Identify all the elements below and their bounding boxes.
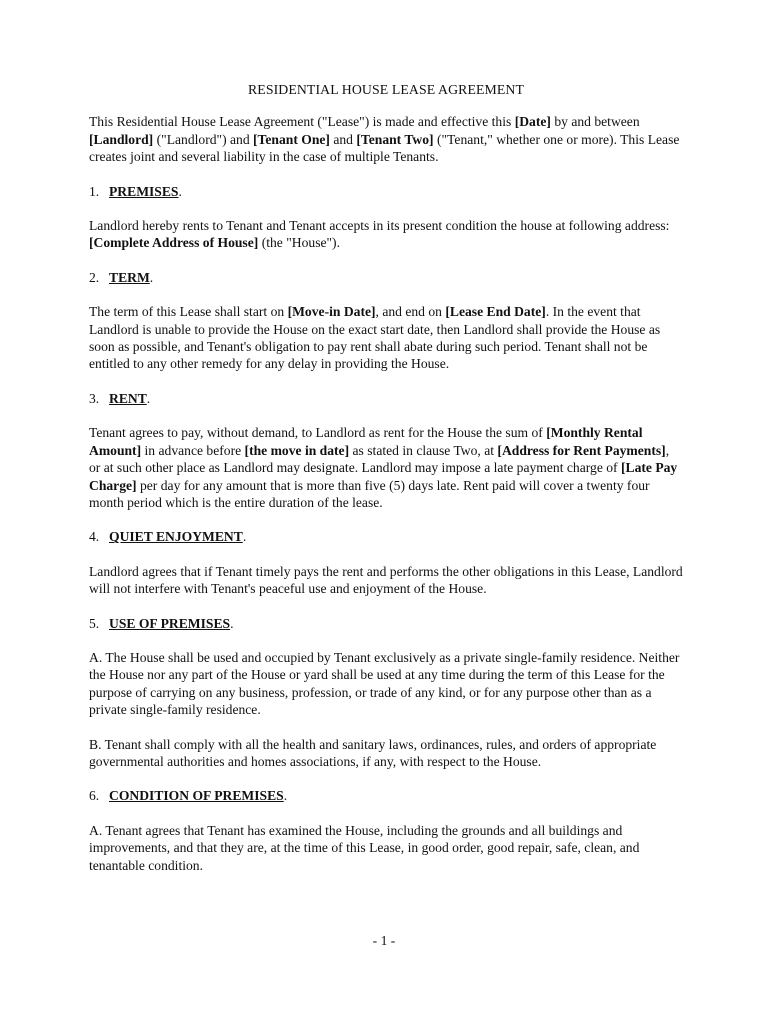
section-6-paragraph-a: A. Tenant agrees that Tenant has examined the House, including the grounds and all buildings and improvements, and that they are, at the time of this Lease, in good order, good repair, safe, clean, and tenantable condition.: [89, 822, 640, 873]
document-title: RESIDENTIAL HOUSE LEASE AGREEMENT: [247, 82, 525, 97]
section-3-body: Tenant agrees to pay, without demand, to Landlord as rent for the House the sum of [Monthly Rental Amount] in advance before [the move in date] as stated in clause Two, at [Address for Rent Payments], or at such other place as Landlord may designate. Landlord may impose a late payment charge of [Late Pay Charge] per day for any amount that is more than five (5) days late. Rent paid will cover a twenty four month period which is the entire duration of the lease.: [89, 425, 678, 510]
section-5-paragraph-a: A. The House shall be used and occupied by Tenant exclusively as a private single-family residence. Neither the House nor any part of the House or yard shall be used at any time during the term of this Lease for the purpose of carrying on any business, profession, or trade of any kind, or for any purpose other than as a private single-family residence.: [89, 649, 680, 718]
section-4-heading: 4. QUIET ENJOYMENT.: [89, 529, 247, 545]
section-4-body: Landlord agrees that if Tenant timely pays the rent and performs the other obligations in this Lease, Landlord will not interfere with Tenant's peaceful use and enjoyment of the House.: [89, 563, 683, 597]
section-2-body: The term of this Lease shall start on [Move-in Date], and end on [Lease End Date]. In the event that Landlord is unable to provide the House on the exact start date, then Landlord shall provide the House as soon as possible, and Tenant's obligation to pay rent shall abate during such period. Tenant shall not be entitled to any other remedy for any delay in providing the House.: [89, 304, 661, 372]
section-6-heading: 6. CONDITION OF PREMISES.: [89, 788, 288, 804]
section-5-heading: 5. USE OF PREMISES.: [89, 615, 234, 631]
section-1-body: Landlord hereby rents to Tenant and Tenant accepts in its present condition the house at following address: [Complete Address of House] (the "House").: [89, 218, 670, 251]
page-number: - 1 -: [372, 933, 396, 948]
section-1-heading: 1. PREMISES.: [89, 183, 182, 199]
document-page: [89, 81, 683, 891]
section-3-heading: 3. RENT.: [89, 390, 151, 406]
section-2-heading: 2. TERM.: [89, 269, 154, 285]
intro-paragraph: This Residential House Lease Agreement ("Lease") is made and effective this [Date] by and between [Landlord] ("Landlord") and [Tenant One] and [Tenant Two] ("Tenant," whether one or more). This Lease creates joint and several liability in the case of multiple Tenants.: [89, 114, 680, 165]
section-5-paragraph-b: B. Tenant shall comply with all the health and sanitary laws, ordinances, rules, and orders of appropriate governmental authorities and homes associations, if any, with respect to the House.: [89, 736, 657, 769]
